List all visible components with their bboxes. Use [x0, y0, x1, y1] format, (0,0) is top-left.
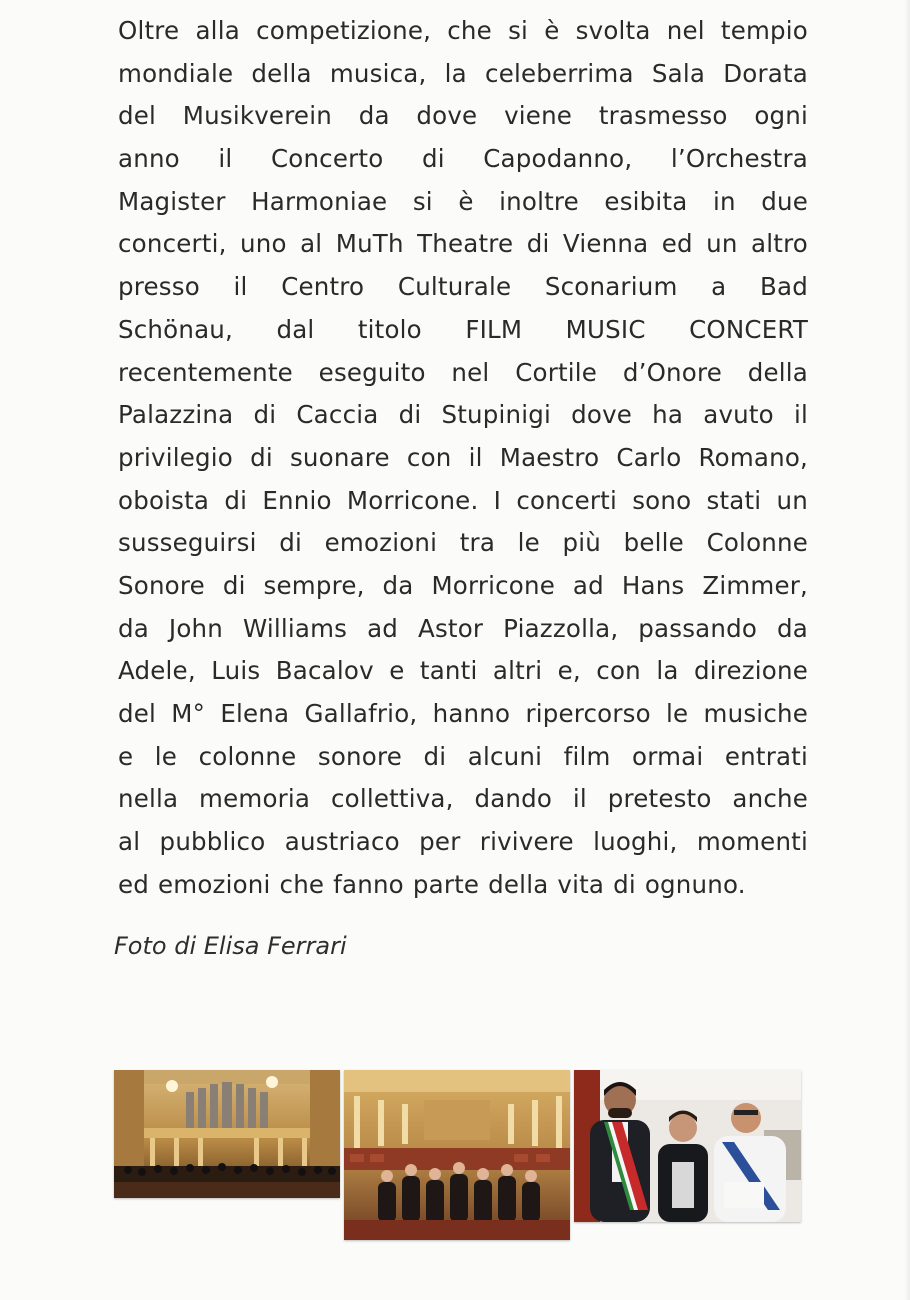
text-line: presso il Centro Culturale Sconarium a Bad — [118, 272, 808, 302]
text-line: susseguirsi di emozioni tra le più belle Colonne — [118, 528, 808, 558]
text-line: concerti, uno al MuTh Theatre di Vienna ed un altro — [118, 229, 808, 259]
text-line: anno il Concerto di Capodanno, l’Orchestra — [118, 144, 808, 174]
text-line: mondiale della musica, la celeberrima Sala Dorata — [118, 58, 808, 88]
photo-credit: Foto di Elisa Ferrari — [114, 932, 347, 960]
text-line: da John Williams ad Astor Piazzolla, passando da — [118, 613, 808, 643]
text-line: Adele, Luis Bacalov e tanti altri e, con la direzione — [118, 656, 808, 686]
text-line: Schönau, dal titolo FILM MUSIC CONCERT — [118, 314, 808, 344]
text-line: del M° Elena Gallafrio, hanno ripercorso le musiche — [118, 699, 808, 728]
photo-award-presentation — [574, 1070, 801, 1222]
text-line: Magister Harmoniae si è inoltre esibita in due — [118, 186, 808, 216]
text-line: oboista di Ennio Morricone. I concerti sono stati un — [118, 485, 808, 515]
text-line: Sonore di sempre, da Morricone ad Hans Zimmer, — [118, 570, 808, 600]
photo-golden-hall-audience — [344, 1070, 570, 1240]
text-line: e le colonne sonore di alcuni film ormai entrati — [118, 741, 808, 771]
text-line: privilegio di suonare con il Maestro Carlo Romano, — [118, 442, 808, 472]
text-line: del Musikverein da dove viene trasmesso ogni — [118, 101, 808, 131]
text-line: Palazzina di Caccia di Stupinigi dove ha avuto il — [118, 400, 808, 430]
page-edge-shadow — [904, 0, 910, 1300]
article-body — [118, 10, 808, 906]
text-line: nella memoria collettiva, dando il pretesto anche — [118, 784, 808, 814]
text-line: Oltre alla competizione, che si è svolta nel tempio — [118, 16, 808, 45]
text-line: al pubblico austriaco per rivivere luoghi, momenti — [118, 827, 808, 857]
photo-golden-hall-stage — [114, 1070, 340, 1198]
text-line: ed emozioni che fanno parte della vita di ognuno. — [118, 869, 746, 899]
text-line: recentemente eseguito nel Cortile d’Onore della — [118, 357, 808, 387]
